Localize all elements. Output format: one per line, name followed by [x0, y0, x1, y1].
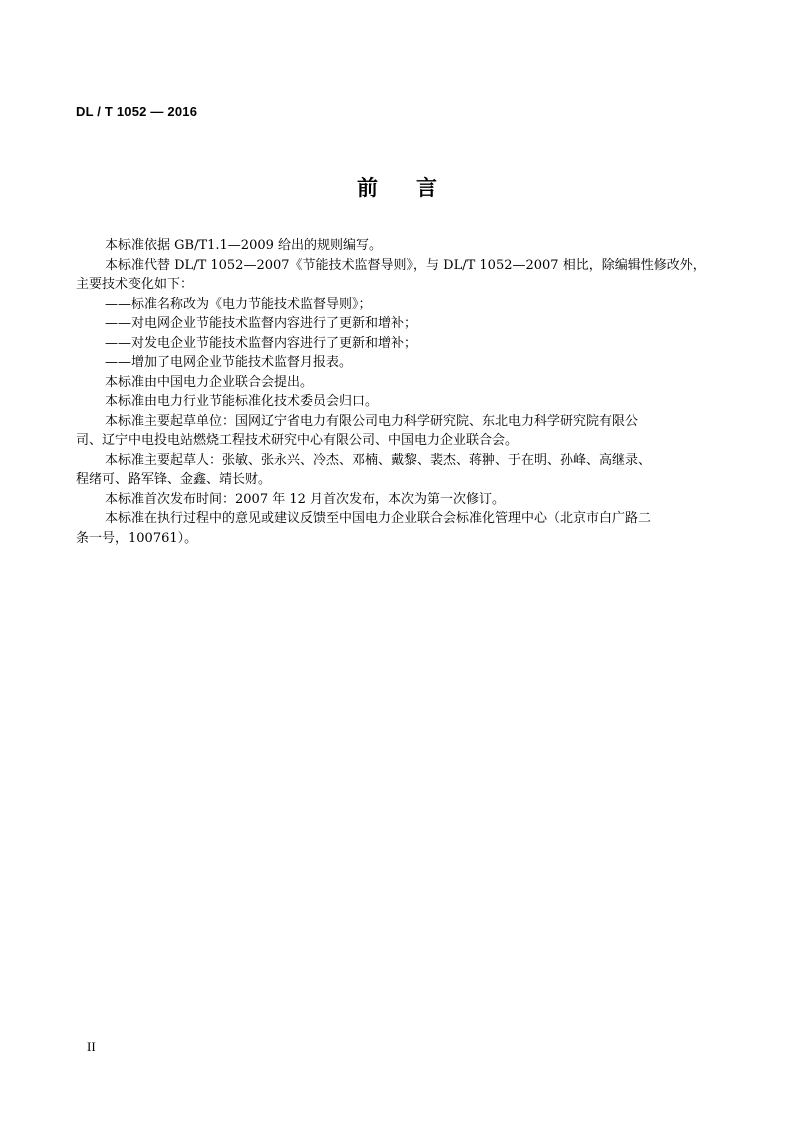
foreword-line: ——对电网企业节能技术监督内容进行了更新和增补； — [105, 316, 418, 331]
foreword-line: 条一号，100761）。 — [76, 530, 198, 546]
foreword-line: 本标准首次发布时间：2007 年 12 月首次发布，本次为第一次修订。 — [105, 491, 506, 507]
document-code: DL / T 1052 — 2016 — [76, 104, 198, 119]
page-title: 前言 — [357, 176, 475, 200]
foreword-line: 本标准由中国电力企业联合会提出。 — [105, 374, 314, 390]
foreword-line: ——标准名称改为《电力节能技术监督导则》； — [105, 296, 372, 312]
foreword-line: ——对发电企业节能技术监督内容进行了更新和增补； — [105, 335, 418, 351]
foreword-line: 司、辽宁中电投电站燃烧工程技术研究中心有限公司、中国电力企业联合会。 — [76, 433, 519, 448]
page-number: II — [87, 1039, 96, 1054]
foreword-line: 本标准在执行过程中的意见或建议反馈至中国电力企业联合会标准化管理中心（北京市白广路二 — [105, 511, 652, 526]
foreword-line: 本标准代替 DL/T 1052—2007《节能技术监督导则》，与 DL/T 1052—2007 相比，除编辑性修改外， — [105, 257, 706, 273]
foreword-line: 主要技术变化如下： — [76, 277, 194, 292]
foreword-line: 本标准由电力行业节能标准化技术委员会归口。 — [105, 394, 379, 409]
foreword-line: 本标准主要起草人：张敏、张永兴、冷杰、邓楠、戴黎、裴杰、蒋翀、于在明、孙峰、高继录、 — [105, 452, 652, 468]
foreword-line: 本标准主要起草单位：国网辽宁省电力有限公司电力科学研究院、东北电力科学研究院有限公 — [105, 413, 639, 429]
foreword-line: ——增加了电网企业节能技术监督月报表。 — [105, 355, 353, 370]
foreword-line: 本标准依据 GB/T1.1—2009 给出的规则编写。 — [105, 238, 383, 253]
foreword-body — [76, 236, 716, 548]
foreword-line: 程绪可、路军锋、金鑫、靖长财。 — [76, 472, 272, 487]
